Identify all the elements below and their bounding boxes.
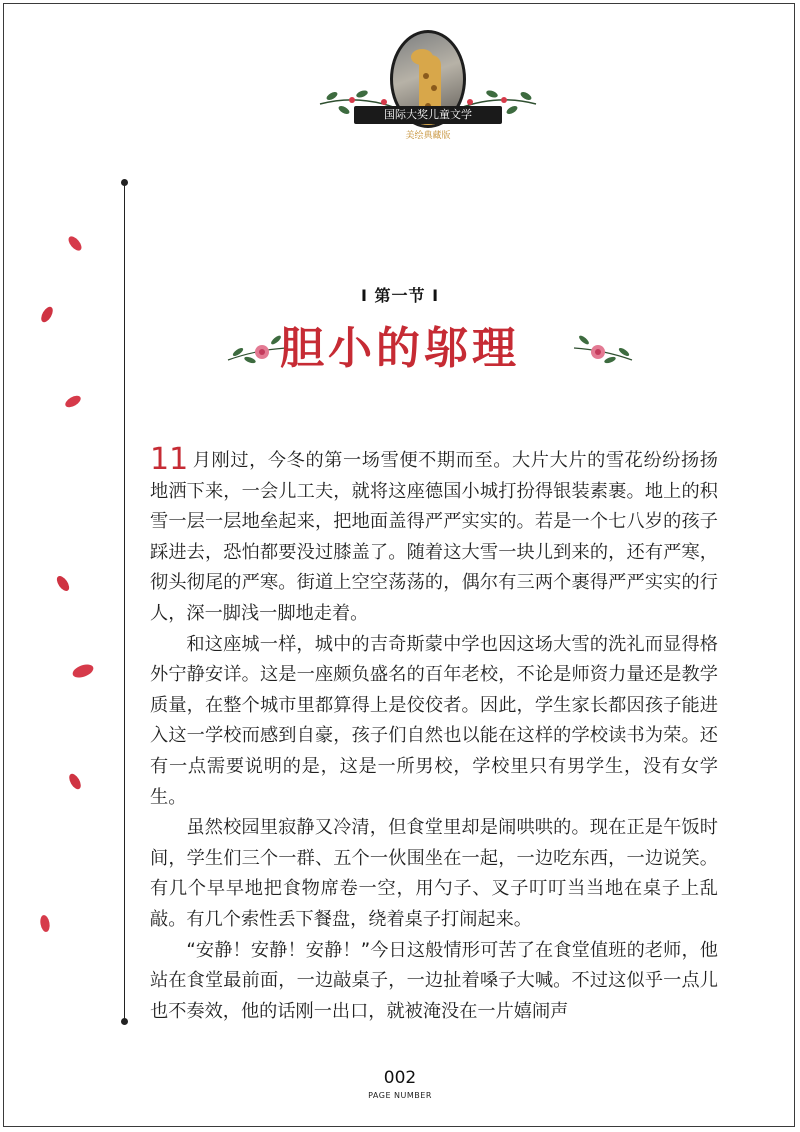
drop-cap: 11: [150, 442, 189, 477]
paragraph-text: 月刚过，今冬的第一场雪便不期而至。大片大片的雪花纷纷扬扬地洒下来，一会儿工夫，就将这座德国小城打扮得银装素裹。地上的积雪一层一层地垒起来，把地面盖得严严实实的。若是一个七八岁的孩子踩进去，恐怕都要没过膝盖了。随着这大雪一块儿到来的，还有严寒，彻头彻尾的严寒。街道上空空荡荡的，偶尔有三两个裹得严严实实的行人，深一脚浅一脚地走着。: [150, 450, 718, 624]
series-subtitle: 美绘典藏版: [405, 131, 451, 141]
rule-top-dot: [121, 179, 128, 186]
page-number-label: PAGE NUMBER: [368, 1091, 432, 1100]
paragraph: “安静！安静！安静！”今日这般情形可苦了在食堂值班的老师，他站在食堂最前面，一边敲桌子，一边扯着嗓子大喊。不过这似乎一点儿也不奏效，他的话刚一出口，就被淹没在一片嬉闹声: [150, 939, 718, 1022]
rule-bottom-dot: [121, 1018, 128, 1025]
page-number: 002: [383, 1068, 417, 1088]
left-vertical-rule: [124, 182, 125, 1022]
paragraph: 虽然校园里寂静又冷清，但食堂里却是闹哄哄的。现在正是午饭时间，学生们三个一群、五个一伙围坐在一起，一边吃东西，一边说笑。有几个早早地把食物席卷一空，用勺子、叉子叮叮当当地在桌子上乱敲。有几个索性丢下餐盘，绕着桌子打闹起来。: [150, 817, 718, 930]
flower-right-decoration: [570, 330, 634, 366]
chapter-title: 胆小的邬理: [280, 323, 520, 374]
section-label: Ⅰ 第一节 Ⅰ: [360, 286, 440, 305]
series-ribbon: 国际大奖儿童文学: [354, 106, 502, 124]
paragraph: 和这座城一样，城中的吉奇斯蒙中学也因这场大雪的洗礼而显得格外宁静安详。这是一座颇负盛名的百年老校，不论是师资力量还是教学质量，在整个城市里都算得上是佼佼者。因此，学生家长都因孩子能进入这一学校而感到自豪，孩子们自然也以能在这样的学校读书为荣。还有一点需要说明的是，这是一所男校，学校里只有男学生，没有女学生。: [150, 633, 718, 808]
paragraph: [150, 442, 718, 630]
body-text: [150, 442, 718, 1027]
series-emblem: [318, 22, 538, 152]
